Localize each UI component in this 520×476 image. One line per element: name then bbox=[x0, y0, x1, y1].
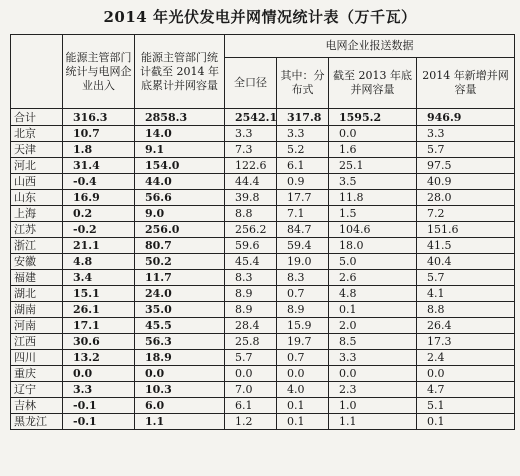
value-cell: 5.2 bbox=[277, 142, 329, 158]
table-row bbox=[11, 334, 515, 350]
value-cell: 2.4 bbox=[417, 350, 515, 366]
value-cell: 4.7 bbox=[417, 382, 515, 398]
value-cell: 3.3 bbox=[63, 382, 135, 398]
value-cell: 0.7 bbox=[277, 286, 329, 302]
value-cell: 0.0 bbox=[417, 366, 515, 382]
table-row bbox=[11, 398, 515, 414]
value-cell: 0.0 bbox=[63, 366, 135, 382]
header-energy-stat-diff: 能源主管部门统计与电网企业出入 bbox=[63, 35, 135, 109]
value-cell: 122.6 bbox=[225, 158, 277, 174]
value-cell: 16.9 bbox=[63, 190, 135, 206]
value-cell: 5.7 bbox=[417, 142, 515, 158]
value-cell: 11.8 bbox=[329, 190, 417, 206]
page-title: 2014 年光伏发电并网情况统计表（万千瓦） bbox=[103, 8, 417, 26]
value-cell: 316.3 bbox=[63, 109, 135, 126]
header-total-caliber: 全口径 bbox=[225, 58, 277, 109]
value-cell: 17.1 bbox=[63, 318, 135, 334]
table-row bbox=[11, 254, 515, 270]
region-cell: 天津 bbox=[11, 142, 63, 158]
value-cell: 8.8 bbox=[225, 206, 277, 222]
value-cell: 1.1 bbox=[329, 414, 417, 430]
value-cell: -0.4 bbox=[63, 174, 135, 190]
region-cell: 吉林 bbox=[11, 398, 63, 414]
value-cell: 45.4 bbox=[225, 254, 277, 270]
table-row bbox=[11, 382, 515, 398]
value-cell: 4.8 bbox=[63, 254, 135, 270]
table-row bbox=[11, 414, 515, 430]
value-cell: 317.8 bbox=[277, 109, 329, 126]
value-cell: 18.0 bbox=[329, 238, 417, 254]
header-region bbox=[11, 35, 63, 109]
table-row bbox=[11, 350, 515, 366]
table-row bbox=[11, 302, 515, 318]
value-cell: 0.1 bbox=[277, 398, 329, 414]
value-cell: 256.2 bbox=[225, 222, 277, 238]
value-cell: 8.3 bbox=[277, 270, 329, 286]
region-cell: 山西 bbox=[11, 174, 63, 190]
region-cell: 安徽 bbox=[11, 254, 63, 270]
value-cell: 2.3 bbox=[329, 382, 417, 398]
value-cell: 2542.1 bbox=[225, 109, 277, 126]
value-cell: 31.4 bbox=[63, 158, 135, 174]
value-cell: 25.1 bbox=[329, 158, 417, 174]
value-cell: 0.7 bbox=[277, 350, 329, 366]
value-cell: 59.6 bbox=[225, 238, 277, 254]
value-cell: 4.1 bbox=[417, 286, 515, 302]
value-cell: 8.5 bbox=[329, 334, 417, 350]
value-cell: 3.3 bbox=[225, 126, 277, 142]
region-cell: 上海 bbox=[11, 206, 63, 222]
value-cell: 8.8 bbox=[417, 302, 515, 318]
region-cell: 河北 bbox=[11, 158, 63, 174]
table-row bbox=[11, 126, 515, 142]
header-grid-company-group: 电网企业报送数据 bbox=[225, 35, 515, 58]
value-cell: 15.9 bbox=[277, 318, 329, 334]
table-row bbox=[11, 206, 515, 222]
value-cell: 1.6 bbox=[329, 142, 417, 158]
value-cell: 44.4 bbox=[225, 174, 277, 190]
region-cell: 江苏 bbox=[11, 222, 63, 238]
table-row bbox=[11, 190, 515, 206]
table-row bbox=[11, 174, 515, 190]
value-cell: 154.0 bbox=[135, 158, 225, 174]
value-cell: 28.0 bbox=[417, 190, 515, 206]
region-cell: 江西 bbox=[11, 334, 63, 350]
value-cell: 8.9 bbox=[225, 302, 277, 318]
region-cell: 北京 bbox=[11, 126, 63, 142]
value-cell: 7.0 bbox=[225, 382, 277, 398]
region-cell: 湖南 bbox=[11, 302, 63, 318]
value-cell: 0.0 bbox=[329, 126, 417, 142]
value-cell: 17.7 bbox=[277, 190, 329, 206]
value-cell: 3.4 bbox=[63, 270, 135, 286]
value-cell: 39.8 bbox=[225, 190, 277, 206]
value-cell: 1.0 bbox=[329, 398, 417, 414]
region-cell: 湖北 bbox=[11, 286, 63, 302]
value-cell: 19.7 bbox=[277, 334, 329, 350]
value-cell: 8.9 bbox=[225, 286, 277, 302]
region-cell: 合计 bbox=[11, 109, 63, 126]
value-cell: 4.8 bbox=[329, 286, 417, 302]
table-row-total bbox=[11, 109, 515, 126]
value-cell: 0.1 bbox=[329, 302, 417, 318]
value-cell: 10.3 bbox=[135, 382, 225, 398]
value-cell: 1.8 bbox=[63, 142, 135, 158]
value-cell: 3.3 bbox=[329, 350, 417, 366]
pv-grid-table bbox=[10, 34, 515, 430]
value-cell: 1.1 bbox=[135, 414, 225, 430]
value-cell: -0.1 bbox=[63, 414, 135, 430]
value-cell: 0.0 bbox=[277, 366, 329, 382]
value-cell: 3.3 bbox=[277, 126, 329, 142]
value-cell: 11.7 bbox=[135, 270, 225, 286]
value-cell: 7.2 bbox=[417, 206, 515, 222]
header-end-2013: 截至 2013 年底并网容量 bbox=[329, 58, 417, 109]
value-cell: 21.1 bbox=[63, 238, 135, 254]
table-row bbox=[11, 238, 515, 254]
table-row bbox=[11, 222, 515, 238]
value-cell: 26.1 bbox=[63, 302, 135, 318]
value-cell: 28.4 bbox=[225, 318, 277, 334]
table-row bbox=[11, 318, 515, 334]
value-cell: 18.9 bbox=[135, 350, 225, 366]
table-row bbox=[11, 142, 515, 158]
value-cell: 8.9 bbox=[277, 302, 329, 318]
value-cell: 946.9 bbox=[417, 109, 515, 126]
value-cell: 59.4 bbox=[277, 238, 329, 254]
value-cell: 6.0 bbox=[135, 398, 225, 414]
value-cell: 17.3 bbox=[417, 334, 515, 350]
value-cell: 44.0 bbox=[135, 174, 225, 190]
value-cell: -0.2 bbox=[63, 222, 135, 238]
value-cell: 56.3 bbox=[135, 334, 225, 350]
value-cell: 1.2 bbox=[225, 414, 277, 430]
value-cell: 0.2 bbox=[63, 206, 135, 222]
value-cell: 2858.3 bbox=[135, 109, 225, 126]
value-cell: 97.5 bbox=[417, 158, 515, 174]
region-cell: 重庆 bbox=[11, 366, 63, 382]
value-cell: 2.6 bbox=[329, 270, 417, 286]
region-cell: 黑龙江 bbox=[11, 414, 63, 430]
value-cell: 5.7 bbox=[225, 350, 277, 366]
value-cell: 25.8 bbox=[225, 334, 277, 350]
value-cell: 14.0 bbox=[135, 126, 225, 142]
value-cell: 3.3 bbox=[417, 126, 515, 142]
value-cell: 5.1 bbox=[417, 398, 515, 414]
table-row bbox=[11, 158, 515, 174]
value-cell: 3.5 bbox=[329, 174, 417, 190]
value-cell: 41.5 bbox=[417, 238, 515, 254]
value-cell: 56.6 bbox=[135, 190, 225, 206]
value-cell: 40.9 bbox=[417, 174, 515, 190]
value-cell: 19.0 bbox=[277, 254, 329, 270]
value-cell: 104.6 bbox=[329, 222, 417, 238]
header-new-2014: 2014 年新增并网容量 bbox=[417, 58, 515, 109]
value-cell: 7.1 bbox=[277, 206, 329, 222]
value-cell: 50.2 bbox=[135, 254, 225, 270]
header-cumulative-capacity: 能源主管部门统计截至 2014 年底累计并网容量 bbox=[135, 35, 225, 109]
value-cell: 9.1 bbox=[135, 142, 225, 158]
value-cell: 6.1 bbox=[277, 158, 329, 174]
value-cell: 0.0 bbox=[329, 366, 417, 382]
value-cell: -0.1 bbox=[63, 398, 135, 414]
value-cell: 13.2 bbox=[63, 350, 135, 366]
value-cell: 40.4 bbox=[417, 254, 515, 270]
value-cell: 35.0 bbox=[135, 302, 225, 318]
value-cell: 0.1 bbox=[417, 414, 515, 430]
value-cell: 256.0 bbox=[135, 222, 225, 238]
value-cell: 5.0 bbox=[329, 254, 417, 270]
value-cell: 24.0 bbox=[135, 286, 225, 302]
region-cell: 河南 bbox=[11, 318, 63, 334]
value-cell: 30.6 bbox=[63, 334, 135, 350]
header-distributed: 其中：分布式 bbox=[277, 58, 329, 109]
value-cell: 0.0 bbox=[225, 366, 277, 382]
value-cell: 151.6 bbox=[417, 222, 515, 238]
value-cell: 6.1 bbox=[225, 398, 277, 414]
region-cell: 浙江 bbox=[11, 238, 63, 254]
region-cell: 福建 bbox=[11, 270, 63, 286]
value-cell: 4.0 bbox=[277, 382, 329, 398]
value-cell: 26.4 bbox=[417, 318, 515, 334]
region-cell: 辽宁 bbox=[11, 382, 63, 398]
value-cell: 8.3 bbox=[225, 270, 277, 286]
value-cell: 0.0 bbox=[135, 366, 225, 382]
table-row bbox=[11, 286, 515, 302]
value-cell: 0.1 bbox=[277, 414, 329, 430]
table-row bbox=[11, 270, 515, 286]
value-cell: 84.7 bbox=[277, 222, 329, 238]
value-cell: 9.0 bbox=[135, 206, 225, 222]
value-cell: 5.7 bbox=[417, 270, 515, 286]
value-cell: 10.7 bbox=[63, 126, 135, 142]
region-cell: 山东 bbox=[11, 190, 63, 206]
value-cell: 1.5 bbox=[329, 206, 417, 222]
value-cell: 45.5 bbox=[135, 318, 225, 334]
value-cell: 0.9 bbox=[277, 174, 329, 190]
table-header bbox=[11, 35, 515, 109]
value-cell: 2.0 bbox=[329, 318, 417, 334]
table-row bbox=[11, 366, 515, 382]
value-cell: 7.3 bbox=[225, 142, 277, 158]
value-cell: 15.1 bbox=[63, 286, 135, 302]
value-cell: 1595.2 bbox=[329, 109, 417, 126]
table-body bbox=[11, 109, 515, 430]
region-cell: 四川 bbox=[11, 350, 63, 366]
value-cell: 80.7 bbox=[135, 238, 225, 254]
